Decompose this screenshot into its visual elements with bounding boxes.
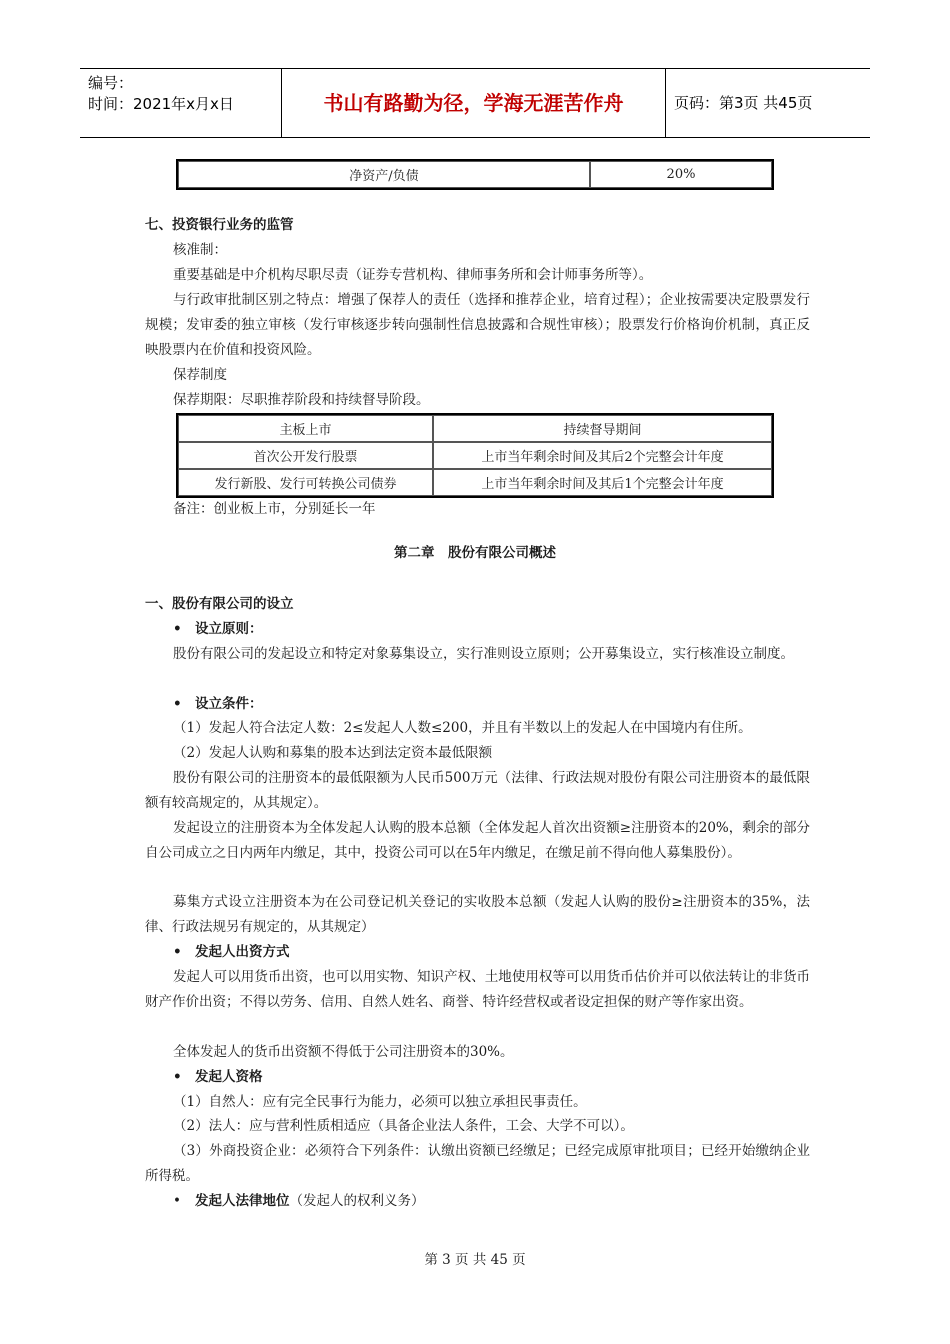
table-cell: 发行新股、发行可转换公司债券 xyxy=(178,469,433,496)
paragraph: （1）发起人符合法定人数：2≤发起人人数≤200，并且有半数以上的发起人在中国境内有住所。 xyxy=(173,720,752,736)
paragraph: 募集方式设立注册资本为在公司登记机关登记的实收股本总额（发起人认购的股份≥注册资本的35%，法律、行政法规另有规定的，从其规定） xyxy=(145,894,810,935)
table-header-row xyxy=(178,415,772,442)
page-header xyxy=(80,68,870,138)
header-page-info: 页码：第3页 共45页 xyxy=(674,94,813,112)
header-motto: 书山有路勤为径，学海无涯苦作舟 xyxy=(323,91,624,115)
section-heading: 七、投资银行业务的监管 xyxy=(145,217,294,233)
paragraph: 保荐期限：尽职推荐阶段和持续督导阶段。 xyxy=(173,392,430,408)
table-cell: 上市当年剩余时间及其后1个完整会计年度 xyxy=(433,469,772,496)
paragraph: 发起设立的注册资本为全体发起人认购的股本总额（全体发起人首次出资额≥注册资本的20%，剩余的部分自公司成立之日内两年内缴足，其中，投资公司可以在5年内缴足，在缴足前不得向他人募集股份）。 xyxy=(145,820,810,861)
table-cell: 首次公开发行股票 xyxy=(178,442,433,469)
sponsorship-period-table xyxy=(176,413,774,498)
paragraph: （2）法人：应与营利性质相适应（具备企业法人条件，工会、大学不可以）。 xyxy=(173,1118,634,1134)
paragraph: 核准制： xyxy=(173,242,227,258)
paragraph: 重要基础是中介机构尽职尽责（证券专营机构、律师事务所和会计师事务所等）。 xyxy=(173,267,653,283)
table-row xyxy=(178,442,772,469)
equity-ratio-table xyxy=(176,159,774,190)
table-row xyxy=(178,161,772,188)
table-cell: 上市当年剩余时间及其后2个完整会计年度 xyxy=(433,442,772,469)
page-footer: 第 3 页 共 45 页 xyxy=(424,1252,526,1268)
paragraph: 股份有限公司的注册资本的最低限额为人民币500万元（法律、行政法规对股份有限公司注册资本的最低限额有较高规定的，从其规定）。 xyxy=(145,770,810,811)
table-header-cell: 持续督导期间 xyxy=(433,415,772,442)
paragraph: 股份有限公司的发起设立和特定对象募集设立，实行准则设立原则；公开募集设立，实行核准设立制度。 xyxy=(173,646,794,662)
paragraph: （2）发起人认购和募集的股本达到法定资本最低限额 xyxy=(173,745,493,761)
code-label: 编号： xyxy=(88,74,134,92)
chapter-title: 第二章 股份有限公司概述 xyxy=(394,545,556,561)
bullet-heading-paren: （发起人的权利义务） xyxy=(289,1193,425,1209)
header-meta xyxy=(88,73,234,115)
section-heading: 一、股份有限公司的设立 xyxy=(145,596,294,612)
paragraph: 保荐制度 xyxy=(173,367,227,383)
paragraph: （1）自然人：应有完全民事行为能力，必须可以独立承担民事责任。 xyxy=(173,1094,587,1110)
paragraph: 全体发起人的货币出资额不得低于公司注册资本的30%。 xyxy=(173,1044,514,1060)
bullet-heading: • 设立条件： xyxy=(173,692,810,717)
table-cell: 净资产/负债 xyxy=(178,161,590,188)
bullet-heading: • 发起人资格 xyxy=(173,1065,810,1090)
paragraph: （3）外商投资企业：必须符合下列条件：认缴出资额已经缴足；已经完成原审批项目；已经开始缴纳企业所得税。 xyxy=(145,1143,810,1184)
bullet-heading-bold: 发起人法律地位 xyxy=(195,1193,290,1209)
table-cell: 20% xyxy=(590,161,772,188)
table-header-cell: 主板上市 xyxy=(178,415,433,442)
bullet-heading: • 发起人出资方式 xyxy=(173,940,810,965)
bullet-heading xyxy=(173,1189,810,1214)
note: 备注：创业板上市，分别延长一年 xyxy=(173,501,376,517)
table-row xyxy=(178,469,772,496)
time-label: 时间：2021年x月x日 xyxy=(88,95,234,113)
bullet-heading: • 设立原则： xyxy=(173,617,810,642)
paragraph: 发起人可以用货币出资，也可以用实物、知识产权、土地使用权等可以用货币估价并可以依法转让的非货币财产作价出资；不得以劳务、信用、自然人姓名、商誉、特许经营权或者设定担保的财产等作家出资。 xyxy=(145,969,810,1010)
paragraph: 与行政审批制区别之特点：增强了保荐人的责任（选择和推荐企业，培育过程）；企业按需要决定股票发行规模；发审委的独立审核（发行审核逐步转向强制性信息披露和合规性审核）；股票发行价格询价机制，真正反映股票内在价值和投资风险。 xyxy=(145,292,810,358)
